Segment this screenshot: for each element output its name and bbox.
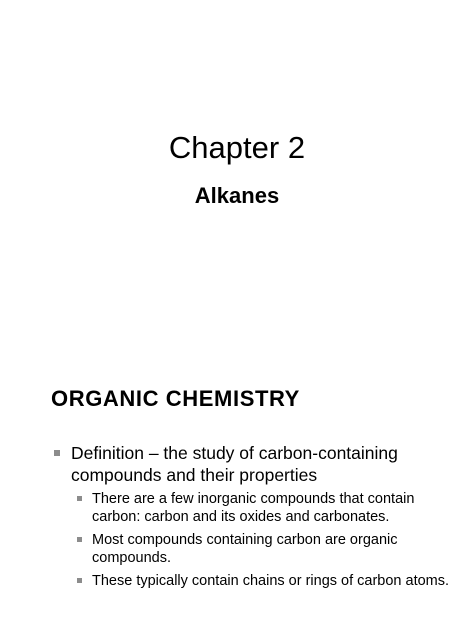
section-heading: ORGANIC CHEMISTRY bbox=[51, 386, 300, 411]
sub-bullet-item bbox=[71, 572, 450, 590]
square-bullet-icon bbox=[54, 450, 60, 456]
sub-bullet-item bbox=[71, 490, 450, 526]
sub-bullet-text: These typically contain chains or rings of carbon atoms. bbox=[92, 573, 450, 589]
sub-bullet-text: Most compounds containing carbon are organic compounds. bbox=[92, 532, 398, 566]
square-bullet-icon bbox=[77, 578, 82, 583]
bullet-text: Definition – the study of carbon-containing compounds and their properties bbox=[71, 443, 398, 485]
content-slide bbox=[0, 316, 474, 632]
square-bullet-icon bbox=[77, 496, 82, 501]
sub-bullet-item bbox=[71, 531, 450, 567]
sub-bullet-list bbox=[71, 490, 450, 590]
square-bullet-icon bbox=[77, 537, 82, 542]
chapter-subtitle: Alkanes bbox=[194, 183, 280, 208]
bullet-list bbox=[50, 442, 450, 595]
bullet-item bbox=[50, 442, 450, 590]
chapter-title: Chapter 2 bbox=[168, 130, 306, 165]
sub-bullet-text: There are a few inorganic compounds that contain carbon: carbon and its oxides and carbonates. bbox=[92, 491, 415, 525]
